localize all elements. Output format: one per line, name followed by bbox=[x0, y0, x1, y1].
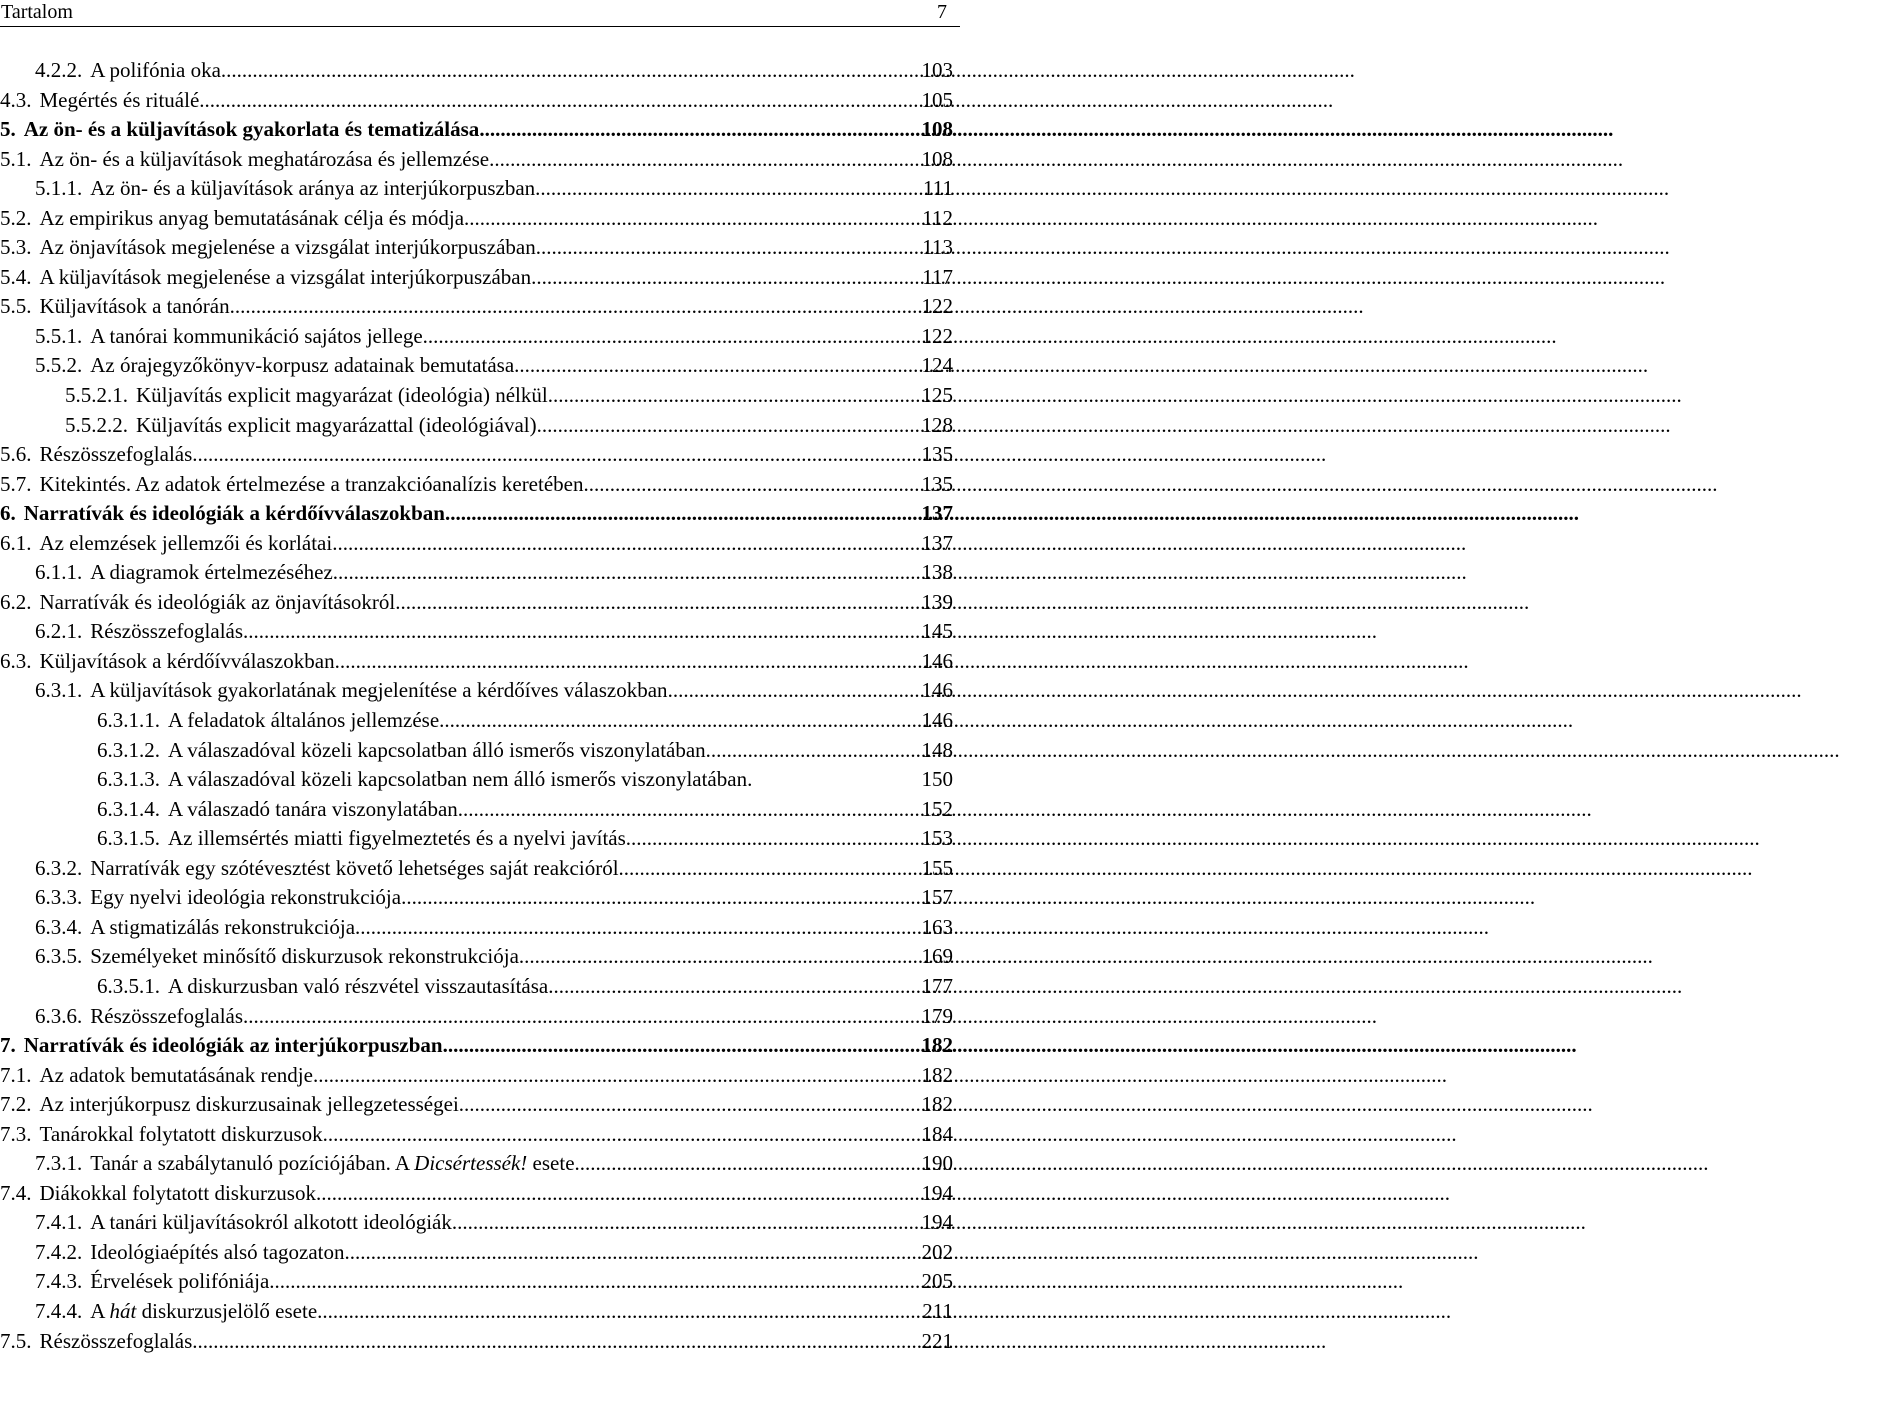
toc-entry-number: 6.2. bbox=[0, 589, 32, 614]
toc-entry-number: 4.2.2. bbox=[35, 58, 83, 82]
toc-entry-number: 7.2. bbox=[0, 1092, 32, 1117]
toc-entry-leader-dots bbox=[452, 1208, 922, 1238]
toc-entry-leader-dots bbox=[445, 499, 922, 529]
toc-entry[interactable] bbox=[0, 1327, 953, 1357]
toc-entry-leader-dots bbox=[335, 647, 922, 677]
toc-entry-leader-dots bbox=[269, 1267, 921, 1297]
toc-entry[interactable] bbox=[0, 824, 953, 854]
toc-entry-number: 6.1.1. bbox=[35, 560, 83, 585]
toc-entry[interactable] bbox=[0, 145, 953, 175]
toc-entry[interactable] bbox=[0, 676, 953, 706]
toc-entry-leader-dots bbox=[317, 1297, 922, 1327]
toc-entry[interactable] bbox=[0, 86, 953, 116]
toc-entry[interactable] bbox=[0, 942, 953, 972]
toc-entry-number: 7.4.4. bbox=[35, 1298, 83, 1323]
toc-entry[interactable] bbox=[0, 854, 953, 884]
toc-entry-leader-dots bbox=[514, 351, 921, 381]
toc-entry-title: A küljavítások gyakorlatának megjelenítése a kérdőíves válaszokban bbox=[90, 678, 668, 703]
toc-entry-leader-dots bbox=[345, 1238, 922, 1268]
toc-entry-page: 122 bbox=[921, 323, 953, 348]
toc-entry-leader-dots bbox=[333, 558, 922, 588]
toc-entry[interactable] bbox=[0, 1002, 953, 1032]
toc-entry[interactable] bbox=[0, 381, 953, 411]
toc-entry-page: 135 bbox=[921, 442, 953, 467]
toc-entry-title: Részösszefoglalás bbox=[39, 1328, 193, 1353]
toc-entry-page: 190 bbox=[921, 1151, 953, 1176]
toc-entry-page: 202 bbox=[921, 1239, 953, 1264]
table-of-contents bbox=[0, 56, 953, 1356]
toc-entry-title bbox=[90, 1297, 317, 1327]
toc-entry-page: 177 bbox=[921, 973, 953, 998]
toc-entry-number: 6.3.1. bbox=[35, 678, 83, 703]
toc-entry-title: Narratívák és ideológiák az interjúkorpuszban bbox=[23, 1033, 443, 1058]
toc-entry-page: 221 bbox=[921, 1328, 953, 1353]
toc-entry-title: Az ön- és a küljavítások gyakorlata és tematizálása bbox=[23, 117, 480, 142]
toc-entry-title: Narratívák és ideológiák a kérdőívválaszokban bbox=[23, 501, 445, 526]
toc-entry-page: 211 bbox=[922, 1298, 953, 1323]
toc-entry-page: 112 bbox=[922, 205, 953, 230]
toc-entry-title: A diskurzusban való részvétel visszautasítása bbox=[168, 973, 549, 998]
toc-entry-title: A tanórai kommunikáció sajátos jellege bbox=[90, 323, 423, 348]
toc-entry-title: A polifónia oka bbox=[90, 58, 221, 82]
toc-entry-number: 6.3.1.3. bbox=[97, 767, 160, 792]
toc-entry-number: 7.4.1. bbox=[35, 1210, 83, 1235]
toc-entry-title-part: Tanár a szabálytanuló pozíciójában. A bbox=[90, 1151, 415, 1176]
toc-entry-number: 6.3.1.4. bbox=[97, 796, 160, 821]
toc-entry[interactable] bbox=[0, 765, 953, 795]
toc-entry-page: 135 bbox=[921, 471, 953, 496]
toc-entry-title: A válaszadóval közeli kapcsolatban álló ismerős viszonylatában bbox=[168, 737, 706, 762]
page-header bbox=[0, 0, 960, 27]
toc-entry-page: 155 bbox=[921, 855, 953, 880]
toc-entry-number: 5.5.2.1. bbox=[65, 383, 128, 408]
toc-entry-page: 194 bbox=[921, 1210, 953, 1235]
toc-entry-page: 152 bbox=[921, 796, 953, 821]
toc-entry-leader-dots bbox=[221, 56, 922, 86]
toc-entry-title: Diákokkal folytatott diskurzusok bbox=[39, 1180, 316, 1205]
toc-entry-title: Küljavítások a tanórán bbox=[39, 294, 230, 319]
toc-entry[interactable] bbox=[0, 883, 953, 913]
toc-entry-title: Tanárokkal folytatott diskurzusok bbox=[39, 1121, 323, 1146]
toc-entry[interactable] bbox=[0, 56, 953, 86]
toc-entry-page: 125 bbox=[921, 383, 953, 408]
toc-entry-leader-dots bbox=[199, 86, 921, 116]
toc-entry-leader-dots bbox=[443, 1031, 922, 1061]
toc-entry-title-part: diskurzusjelölő esete bbox=[136, 1298, 318, 1323]
toc-entry-number: 6.3.1.2. bbox=[97, 737, 160, 762]
toc-entry-leader-dots bbox=[243, 1002, 921, 1032]
toc-entry[interactable] bbox=[0, 292, 953, 322]
toc-entry-number: 7. bbox=[0, 1033, 16, 1058]
toc-entry-title-part: esete bbox=[527, 1151, 575, 1176]
toc-entry-number: 5.3. bbox=[0, 235, 32, 260]
header-page-number: 7 bbox=[937, 1, 947, 23]
toc-entry[interactable] bbox=[0, 795, 953, 825]
toc-entry-title: Az ön- és a küljavítások aránya az interjúkorpuszban bbox=[90, 176, 536, 201]
toc-entry[interactable] bbox=[0, 174, 953, 204]
toc-entry-title bbox=[90, 1149, 574, 1179]
toc-entry-number: 5. bbox=[0, 117, 16, 142]
toc-entry-leader-dots bbox=[313, 1061, 922, 1091]
toc-entry-title: Egy nyelvi ideológia rekonstrukciója bbox=[90, 885, 402, 910]
toc-entry-leader-dots bbox=[626, 824, 922, 854]
toc-entry-page: 111 bbox=[923, 176, 953, 201]
toc-entry-title: Az adatok bemutatásának rendje bbox=[39, 1062, 313, 1087]
toc-entry[interactable] bbox=[0, 617, 953, 647]
toc-entry-title-italic: Dicsértessék! bbox=[414, 1151, 528, 1176]
toc-entry-number: 5.5.2. bbox=[35, 353, 83, 378]
toc-entry-page: 108 bbox=[921, 117, 953, 142]
toc-entry-page: 138 bbox=[921, 560, 953, 585]
toc-entry[interactable] bbox=[0, 1031, 953, 1061]
header-title: Tartalom bbox=[1, 1, 73, 23]
toc-entry-number: 6.3.4. bbox=[35, 914, 83, 939]
toc-entry[interactable] bbox=[0, 913, 953, 943]
toc-entry-title: Részösszefoglalás bbox=[39, 442, 193, 467]
toc-entry-page: 205 bbox=[921, 1269, 953, 1294]
toc-entry-leader-dots bbox=[458, 795, 922, 825]
toc-entry-number: 5.1. bbox=[0, 146, 32, 171]
toc-entry-page: 169 bbox=[921, 944, 953, 969]
toc-entry-leader-dots bbox=[401, 883, 921, 913]
toc-entry-leader-dots bbox=[548, 972, 921, 1002]
toc-entry-leader-dots bbox=[423, 322, 922, 352]
toc-entry-page: 124 bbox=[921, 353, 953, 378]
toc-entry-leader-dots bbox=[332, 529, 921, 559]
toc-entry-leader-dots bbox=[316, 1179, 922, 1209]
toc-entry[interactable] bbox=[0, 588, 953, 618]
toc-entry-number: 6.3. bbox=[0, 648, 32, 673]
toc-entry-number: 5.7. bbox=[0, 471, 32, 496]
toc-entry-number: 7.5. bbox=[0, 1328, 32, 1353]
toc-entry-title: A küljavítások megjelenése a vizsgálat interjúkorpuszában bbox=[39, 264, 532, 289]
toc-entry-leader-dots bbox=[583, 470, 921, 500]
toc-entry-page: 122 bbox=[921, 294, 953, 319]
toc-entry-page: 113 bbox=[922, 235, 953, 260]
toc-entry-number: 5.5.2.2. bbox=[65, 412, 128, 437]
toc-entry-title-italic: hát bbox=[109, 1298, 137, 1323]
toc-entry-leader-dots bbox=[531, 263, 922, 293]
toc-entry[interactable] bbox=[0, 351, 953, 381]
toc-entry[interactable] bbox=[0, 1061, 953, 1091]
toc-entry-page: 163 bbox=[921, 914, 953, 939]
toc-entry-number: 5.1.1. bbox=[35, 176, 83, 201]
toc-entry[interactable] bbox=[0, 1149, 953, 1179]
toc-entry[interactable] bbox=[0, 233, 953, 263]
toc-entry-number: 7.4.2. bbox=[35, 1239, 83, 1264]
toc-entry-leader-dots bbox=[519, 942, 922, 972]
toc-entry-page: 137 bbox=[921, 530, 953, 555]
toc-entry-title: A tanári küljavításokról alkotott ideológiák bbox=[90, 1210, 452, 1235]
toc-entry-page: 150 bbox=[921, 767, 953, 792]
toc-entry-title: Érvelések polifóniája bbox=[90, 1269, 270, 1294]
toc-entry[interactable] bbox=[0, 440, 953, 470]
toc-entry-page: 145 bbox=[921, 619, 953, 644]
toc-entry-title-part: A bbox=[90, 1298, 110, 1323]
toc-entry-page: 182 bbox=[921, 1033, 953, 1058]
toc-entry-number: 6.3.2. bbox=[35, 855, 83, 880]
toc-entry-leader-dots bbox=[230, 292, 922, 322]
toc-entry-title: Az elemzések jellemzői és korlátai bbox=[39, 530, 333, 555]
toc-entry-number: 6.1. bbox=[0, 530, 32, 555]
toc-entry-number: 6.3.6. bbox=[35, 1003, 83, 1028]
toc-entry-leader-dots bbox=[668, 676, 922, 706]
toc-entry[interactable] bbox=[0, 411, 953, 441]
toc-entry-title: Az órajegyzőkönyv-korpusz adatainak bemutatása bbox=[90, 353, 515, 378]
toc-entry-number: 5.5.1. bbox=[35, 323, 83, 348]
toc-entry-title: Az ön- és a küljavítások meghatározása és jellemzése bbox=[39, 146, 490, 171]
toc-entry-leader-dots bbox=[395, 588, 921, 618]
toc-entry-title: Az interjúkorpusz diskurzusainak jellegzetességei bbox=[39, 1092, 459, 1117]
toc-entry-title: Narratívák egy szótévesztést követő lehetséges saját reakcióról bbox=[90, 855, 619, 880]
toc-entry-title: Küljavítások a kérdőívválaszokban bbox=[39, 648, 335, 673]
toc-entry-page: 157 bbox=[921, 885, 953, 910]
toc-entry-page: 105 bbox=[921, 87, 953, 112]
toc-entry-title: Az illemsértés miatti figyelmeztetés és a nyelvi javítás bbox=[168, 826, 626, 851]
toc-entry[interactable] bbox=[0, 1179, 953, 1209]
toc-entry-number: 6.2.1. bbox=[35, 619, 83, 644]
toc-entry-title: Megértés és rituálé bbox=[39, 87, 200, 112]
toc-entry-number: 5.6. bbox=[0, 442, 32, 467]
toc-entry-page: 194 bbox=[921, 1180, 953, 1205]
toc-entry-page: 108 bbox=[921, 146, 953, 171]
toc-entry-leader-dots bbox=[535, 174, 923, 204]
toc-entry-title: Részösszefoglalás bbox=[90, 1003, 244, 1028]
toc-entry[interactable] bbox=[0, 706, 953, 736]
toc-entry-number: 6.3.3. bbox=[35, 885, 83, 910]
toc-entry-page: 139 bbox=[921, 589, 953, 614]
toc-entry-leader-dots bbox=[706, 736, 922, 766]
toc-entry-title: Az önjavítások megjelenése a vizsgálat interjúkorpuszában bbox=[39, 235, 536, 260]
toc-entry-number: 7.4. bbox=[0, 1180, 32, 1205]
toc-entry-title: Ideológiaépítés alsó tagozaton bbox=[90, 1239, 345, 1264]
toc-entry-title: Személyeket minősítő diskurzusok rekonstrukciója bbox=[90, 944, 519, 969]
toc-entry[interactable] bbox=[0, 1297, 953, 1327]
toc-entry-number: 7.3.1. bbox=[35, 1151, 83, 1176]
toc-entry-leader-dots bbox=[192, 1327, 921, 1357]
toc-entry-leader-dots bbox=[192, 440, 921, 470]
toc-entry[interactable] bbox=[0, 972, 953, 1002]
toc-entry-number: 6.3.5. bbox=[35, 944, 83, 969]
toc-entry-number: 6.3.1.5. bbox=[97, 826, 160, 851]
toc-entry[interactable] bbox=[0, 529, 953, 559]
toc-entry-page: 146 bbox=[921, 678, 953, 703]
toc-entry-title: A válaszadó tanára viszonylatában bbox=[168, 796, 458, 821]
toc-entry[interactable] bbox=[0, 322, 953, 352]
toc-entry-leader-dots bbox=[355, 913, 921, 943]
toc-entry-leader-dots bbox=[575, 1149, 922, 1179]
toc-entry[interactable] bbox=[0, 558, 953, 588]
toc-entry-page: 148 bbox=[921, 737, 953, 762]
toc-entry-page: 103 bbox=[921, 58, 953, 82]
toc-entry[interactable] bbox=[0, 1120, 953, 1150]
toc-entry-title: A diagramok értelmezéséhez bbox=[90, 560, 333, 585]
toc-entry-page: 146 bbox=[921, 708, 953, 733]
toc-entry-page: 128 bbox=[921, 412, 953, 437]
toc-entry-number: 5.2. bbox=[0, 205, 32, 230]
toc-entry-page: 179 bbox=[921, 1003, 953, 1028]
toc-entry-title: Részösszefoglalás bbox=[90, 619, 244, 644]
toc-entry[interactable] bbox=[0, 1238, 953, 1268]
toc-entry-page: 182 bbox=[921, 1092, 953, 1117]
toc-entry[interactable] bbox=[0, 204, 953, 234]
toc-entry-page: 117 bbox=[922, 264, 953, 289]
toc-entry[interactable] bbox=[0, 647, 953, 677]
toc-entry[interactable] bbox=[0, 1090, 953, 1120]
toc-entry-page: 184 bbox=[921, 1121, 953, 1146]
toc-entry-number: 7.4.3. bbox=[35, 1269, 83, 1294]
toc-entry-page: 137 bbox=[921, 501, 953, 526]
toc-entry-leader-dots bbox=[537, 411, 922, 441]
toc-entry-page: 146 bbox=[921, 648, 953, 673]
toc-entry-number: 5.5. bbox=[0, 294, 32, 319]
toc-entry-title: Küljavítás explicit magyarázattal (ideológiával) bbox=[136, 412, 537, 437]
toc-entry-page: 153 bbox=[921, 826, 953, 851]
toc-entry-leader-dots bbox=[323, 1120, 922, 1150]
toc-entry[interactable] bbox=[0, 499, 953, 529]
toc-entry[interactable] bbox=[0, 1208, 953, 1238]
toc-entry-leader-dots bbox=[536, 233, 923, 263]
toc-entry[interactable] bbox=[0, 1267, 953, 1297]
toc-entry-number: 5.4. bbox=[0, 264, 32, 289]
toc-entry-title: A stigmatizálás rekonstrukciója bbox=[90, 914, 356, 939]
toc-entry-leader-dots bbox=[243, 617, 921, 647]
toc-entry-leader-dots bbox=[439, 706, 921, 736]
toc-entry-number: 6. bbox=[0, 501, 16, 526]
toc-entry-number: 6.3.5.1. bbox=[97, 973, 160, 998]
toc-entry[interactable] bbox=[0, 470, 953, 500]
toc-entry-leader-dots bbox=[619, 854, 922, 884]
toc-entry-number: 7.1. bbox=[0, 1062, 32, 1087]
toc-entry-page: 182 bbox=[921, 1062, 953, 1087]
toc-entry[interactable] bbox=[0, 736, 953, 766]
toc-entry[interactable] bbox=[0, 115, 953, 145]
toc-entry-title: A válaszadóval közeli kapcsolatban nem álló ismerős viszonylatában. bbox=[168, 767, 753, 792]
toc-entry-leader-dots bbox=[459, 1090, 922, 1120]
toc-entry-title: Küljavítás explicit magyarázat (ideológia) nélkül bbox=[136, 383, 548, 408]
toc-entry[interactable] bbox=[0, 263, 953, 293]
toc-entry-title: Narratívák és ideológiák az önjavításokról bbox=[39, 589, 396, 614]
toc-entry-title: A feladatok általános jellemzése bbox=[168, 708, 440, 733]
toc-entry-number: 4.3. bbox=[0, 87, 32, 112]
toc-entry-leader-dots bbox=[489, 145, 921, 175]
toc-entry-leader-dots bbox=[548, 381, 922, 411]
toc-entry-leader-dots bbox=[464, 204, 922, 234]
toc-entry-number: 7.3. bbox=[0, 1121, 32, 1146]
toc-entry-title: Az empirikus anyag bemutatásának célja és módja bbox=[39, 205, 465, 230]
toc-entry-title: Kitekintés. Az adatok értelmezése a tranzakcióanalízis keretében bbox=[39, 471, 584, 496]
toc-entry-number: 6.3.1.1. bbox=[97, 708, 160, 733]
toc-entry-leader-dots bbox=[479, 115, 921, 145]
